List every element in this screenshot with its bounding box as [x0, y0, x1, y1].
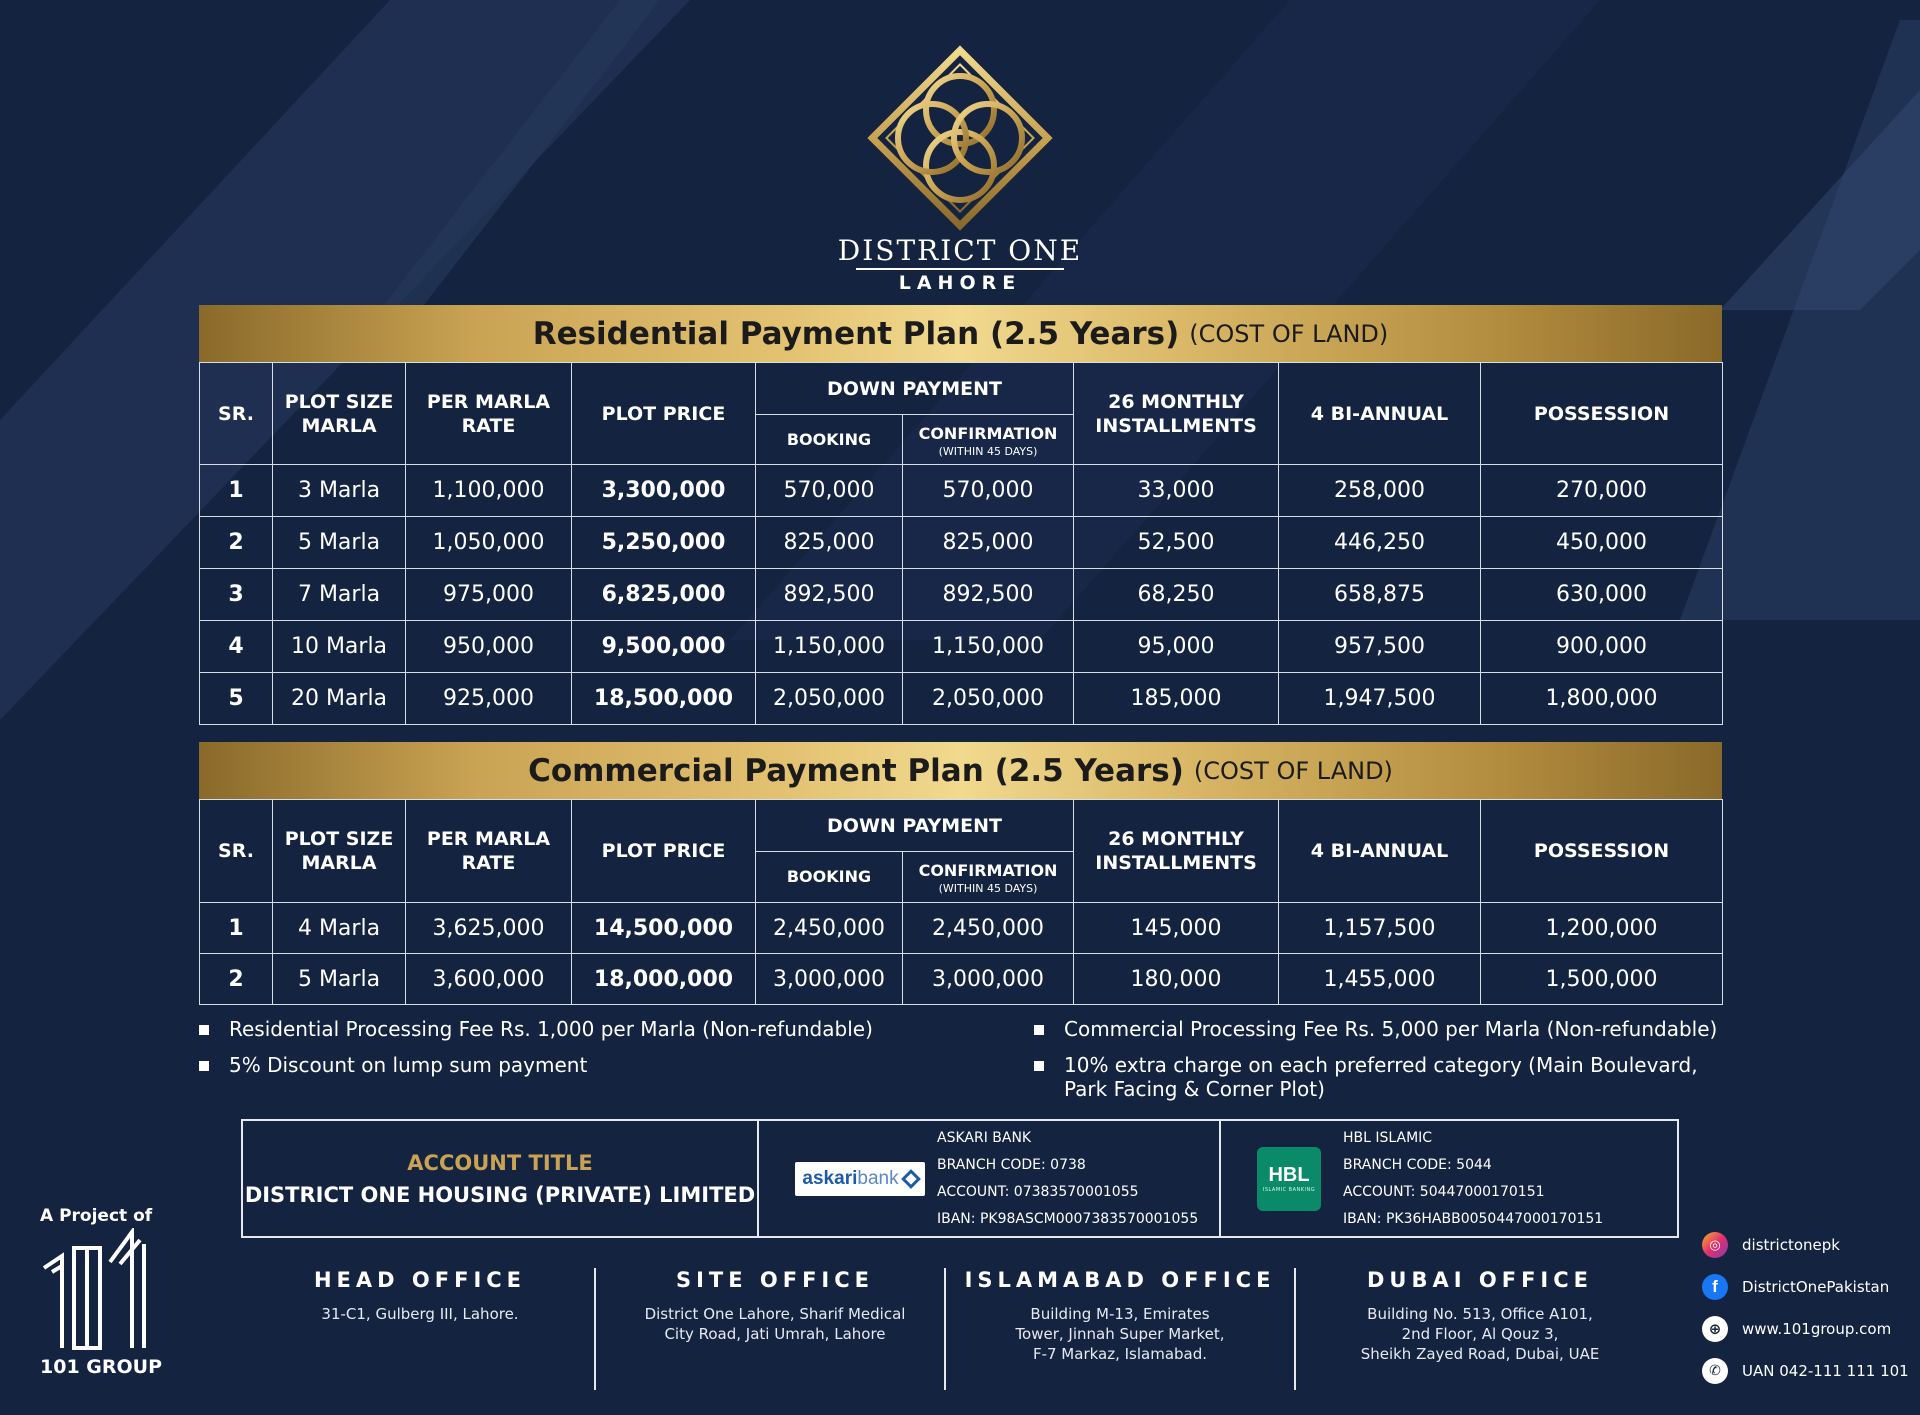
bullet-icon	[199, 1061, 209, 1071]
cell-monthly: 185,000	[1074, 673, 1279, 725]
commercial-title: Commercial Payment Plan (2.5 Years)	[528, 752, 1184, 789]
header-bi-annual: 4 BI-ANNUAL	[1279, 363, 1481, 465]
header-sr: SR.	[200, 363, 273, 465]
header-per-marla-rate: PER MARLA RATE	[406, 363, 572, 465]
cell-confirmation: 570,000	[903, 465, 1074, 517]
bullet-icon	[1034, 1025, 1044, 1035]
brand-city: LAHORE	[898, 272, 1022, 294]
header-confirmation-label: CONFIRMATION	[918, 423, 1058, 443]
account-number: ACCOUNT: 07383570001055	[937, 1183, 1139, 1200]
office-address: Building No. 513, Office A101, 2nd Floor, Al Qouz 3, Sheikh Zayed Road, Dubai, UAE	[1360, 1305, 1600, 1363]
office-heading: HEAD OFFICE	[313, 1268, 527, 1292]
office-heading: ISLAMABAD OFFICE	[964, 1268, 1276, 1292]
office-address: 31-C1, Gulberg III, Lahore.	[321, 1305, 519, 1323]
cell-size: 7 Marla	[273, 569, 406, 621]
residential-title: Residential Payment Plan (2.5 Years)	[532, 315, 1180, 352]
cell-bi-annual: 1,455,000	[1279, 954, 1481, 1005]
table-row	[200, 465, 1723, 517]
header-booking: BOOKING	[756, 415, 903, 465]
header-possession: POSSESSION	[1481, 363, 1723, 465]
note-text: Commercial Processing Fee Rs. 5,000 per Marla (Non-refundable)	[1064, 1017, 1718, 1041]
office-divider	[944, 1268, 946, 1390]
cell-rate: 1,050,000	[406, 517, 572, 569]
office-dubai	[1320, 1268, 1640, 1364]
cell-possession: 1,800,000	[1481, 673, 1723, 725]
cell-rate: 3,600,000	[406, 954, 572, 1005]
cell-sr: 4	[200, 621, 273, 673]
cell-confirmation: 2,050,000	[903, 673, 1074, 725]
residential-table	[199, 362, 1723, 725]
cell-confirmation: 892,500	[903, 569, 1074, 621]
cell-price: 5,250,000	[572, 517, 756, 569]
account-number: ACCOUNT: 50447000170151	[1343, 1183, 1545, 1200]
cell-sr: 1	[200, 903, 273, 954]
note-preferred-charge	[1034, 1053, 1734, 1101]
header-plot-price: PLOT PRICE	[572, 363, 756, 465]
cell-price: 14,500,000	[572, 903, 756, 954]
cell-bi-annual: 1,157,500	[1279, 903, 1481, 954]
phone-icon: ✆	[1702, 1358, 1728, 1384]
office-heading: SITE OFFICE	[675, 1268, 875, 1292]
cell-possession: 450,000	[1481, 517, 1723, 569]
101-group-logo	[40, 1228, 152, 1354]
cell-sr: 2	[200, 954, 273, 1005]
askari-bank-block	[759, 1121, 1221, 1236]
cell-rate: 975,000	[406, 569, 572, 621]
cell-monthly: 68,250	[1074, 569, 1279, 621]
askari-bank-details	[937, 1125, 1198, 1233]
social-label: www.101group.com	[1742, 1320, 1892, 1338]
bullet-icon	[199, 1025, 209, 1035]
table-row	[200, 673, 1723, 725]
cell-sr: 1	[200, 465, 273, 517]
cell-possession: 1,500,000	[1481, 954, 1723, 1005]
cell-sr: 3	[200, 569, 273, 621]
commercial-table	[199, 799, 1723, 1005]
cell-monthly: 180,000	[1074, 954, 1279, 1005]
iban: IBAN: PK98ASCM0007383570001055	[937, 1210, 1199, 1227]
header-confirmation-note: (WITHIN 45 DAYS)	[938, 444, 1038, 458]
office-divider	[594, 1268, 596, 1390]
header-sr: SR.	[200, 800, 273, 903]
cell-bi-annual: 1,947,500	[1279, 673, 1481, 725]
hbl-bank-block	[1221, 1121, 1677, 1236]
cell-size: 10 Marla	[273, 621, 406, 673]
office-islamabad	[960, 1268, 1280, 1364]
bank-name: ASKARI BANK	[937, 1129, 1032, 1146]
note-discount	[199, 1053, 999, 1077]
office-address: District One Lahore, Sharif Medical City Road, Jati Umrah, Lahore	[644, 1305, 906, 1343]
social-website[interactable]	[1702, 1316, 1891, 1342]
social-label: UAN 042-111 111 101	[1742, 1362, 1909, 1380]
cell-bi-annual: 957,500	[1279, 621, 1481, 673]
cell-price: 18,500,000	[572, 673, 756, 725]
101-group-name: 101 GROUP	[40, 1356, 163, 1378]
cell-price: 18,000,000	[572, 954, 756, 1005]
residential-banner	[199, 305, 1722, 362]
cell-monthly: 52,500	[1074, 517, 1279, 569]
cell-booking: 570,000	[756, 465, 903, 517]
cell-bi-annual: 258,000	[1279, 465, 1481, 517]
cell-size: 3 Marla	[273, 465, 406, 517]
account-title-label: ACCOUNT TITLE	[407, 1150, 593, 1175]
instagram-icon: ◎	[1702, 1232, 1728, 1258]
table-row	[200, 569, 1723, 621]
residential-subtitle: (COST OF LAND)	[1189, 319, 1389, 348]
header-monthly-installments: 26 MONTHLY INSTALLMENTS	[1074, 363, 1279, 465]
note-text: 10% extra charge on each preferred category (Main Boulevard, Park Facing & Corner Plot)	[1064, 1053, 1698, 1101]
cell-rate: 3,625,000	[406, 903, 572, 954]
header-confirmation	[903, 415, 1074, 465]
social-label: districtonepk	[1742, 1236, 1840, 1254]
office-head	[280, 1268, 560, 1324]
cell-bi-annual: 658,875	[1279, 569, 1481, 621]
commercial-subtitle: (COST OF LAND)	[1193, 756, 1393, 785]
cell-possession: 270,000	[1481, 465, 1723, 517]
office-site	[620, 1268, 930, 1344]
commercial-banner	[199, 742, 1722, 799]
header-plot-size: PLOT SIZE MARLA	[273, 800, 406, 903]
iban: IBAN: PK36HABB0050447000170151	[1343, 1210, 1604, 1227]
header-monthly-installments: 26 MONTHLY INSTALLMENTS	[1074, 800, 1279, 903]
note-residential-fee	[199, 1017, 999, 1041]
cell-price: 9,500,000	[572, 621, 756, 673]
header-down-payment: DOWN PAYMENT	[756, 800, 1074, 852]
social-label: DistrictOnePakistan	[1742, 1278, 1890, 1296]
office-heading: DUBAI OFFICE	[1367, 1268, 1593, 1292]
cell-sr: 2	[200, 517, 273, 569]
cell-booking: 3,000,000	[756, 954, 903, 1005]
cell-price: 6,825,000	[572, 569, 756, 621]
social-facebook[interactable]	[1702, 1274, 1889, 1300]
facebook-icon: f	[1702, 1274, 1728, 1300]
cell-rate: 1,100,000	[406, 465, 572, 517]
account-title-block	[243, 1121, 759, 1236]
globe-icon: ⊕	[1702, 1316, 1728, 1342]
office-address: Building M-13, Emirates Tower, Jinnah Super Market, F-7 Markaz, Islamabad.	[1015, 1305, 1225, 1363]
cell-price: 3,300,000	[572, 465, 756, 517]
office-divider	[1294, 1268, 1296, 1390]
branch-code: BRANCH CODE: 5044	[1343, 1156, 1492, 1173]
header-down-payment: DOWN PAYMENT	[756, 363, 1074, 415]
table-row	[200, 954, 1723, 1005]
cell-monthly: 95,000	[1074, 621, 1279, 673]
cell-size: 4 Marla	[273, 903, 406, 954]
header-confirmation	[903, 852, 1074, 903]
account-title: DISTRICT ONE HOUSING (PRIVATE) LIMITED	[244, 1182, 756, 1207]
branch-code: BRANCH CODE: 0738	[937, 1156, 1086, 1173]
cell-size: 5 Marla	[273, 517, 406, 569]
project-of-label: A Project of	[40, 1206, 153, 1226]
table-row	[200, 903, 1723, 954]
account-details	[241, 1119, 1679, 1238]
note-commercial-fee	[1034, 1017, 1734, 1041]
cell-booking: 892,500	[756, 569, 903, 621]
social-phone[interactable]	[1702, 1358, 1909, 1384]
cell-possession: 630,000	[1481, 569, 1723, 621]
cell-possession: 900,000	[1481, 621, 1723, 673]
header-booking: BOOKING	[756, 852, 903, 903]
table-row	[200, 621, 1723, 673]
cell-size: 5 Marla	[273, 954, 406, 1005]
header-bi-annual: 4 BI-ANNUAL	[1279, 800, 1481, 903]
cell-size: 20 Marla	[273, 673, 406, 725]
cell-rate: 925,000	[406, 673, 572, 725]
note-text: 5% Discount on lump sum payment	[229, 1053, 588, 1077]
cell-monthly: 145,000	[1074, 903, 1279, 954]
cell-confirmation: 825,000	[903, 517, 1074, 569]
cell-booking: 2,450,000	[756, 903, 903, 954]
bullet-icon	[1034, 1061, 1044, 1071]
cell-confirmation: 3,000,000	[903, 954, 1074, 1005]
cell-sr: 5	[200, 673, 273, 725]
district-one-logo	[860, 38, 1060, 238]
cell-bi-annual: 446,250	[1279, 517, 1481, 569]
brand-divider	[856, 268, 1064, 270]
cell-booking: 1,150,000	[756, 621, 903, 673]
cell-confirmation: 1,150,000	[903, 621, 1074, 673]
cell-booking: 825,000	[756, 517, 903, 569]
social-instagram[interactable]	[1702, 1232, 1840, 1258]
cell-rate: 950,000	[406, 621, 572, 673]
cell-booking: 2,050,000	[756, 673, 903, 725]
table-row	[200, 517, 1723, 569]
bank-name: HBL ISLAMIC	[1343, 1129, 1433, 1146]
askari-diamond-icon	[901, 1169, 921, 1189]
hbl-logo: HBL ISLAMIC BANKING	[1257, 1147, 1321, 1211]
note-text: Residential Processing Fee Rs. 1,000 per Marla (Non-refundable)	[229, 1017, 873, 1041]
header-possession: POSSESSION	[1481, 800, 1723, 903]
brand-name: DISTRICT ONE	[837, 234, 1083, 267]
cell-possession: 1,200,000	[1481, 903, 1723, 954]
header-plot-price: PLOT PRICE	[572, 800, 756, 903]
header-per-marla-rate: PER MARLA RATE	[406, 800, 572, 903]
cell-confirmation: 2,450,000	[903, 903, 1074, 954]
header-confirmation-label: CONFIRMATION	[918, 861, 1058, 880]
hbl-bank-details	[1343, 1125, 1603, 1233]
askari-bank-logo: askari bank	[795, 1162, 925, 1196]
header-confirmation-note: (WITHIN 45 DAYS)	[938, 882, 1038, 895]
cell-monthly: 33,000	[1074, 465, 1279, 517]
header-plot-size: PLOT SIZE MARLA	[273, 363, 406, 465]
